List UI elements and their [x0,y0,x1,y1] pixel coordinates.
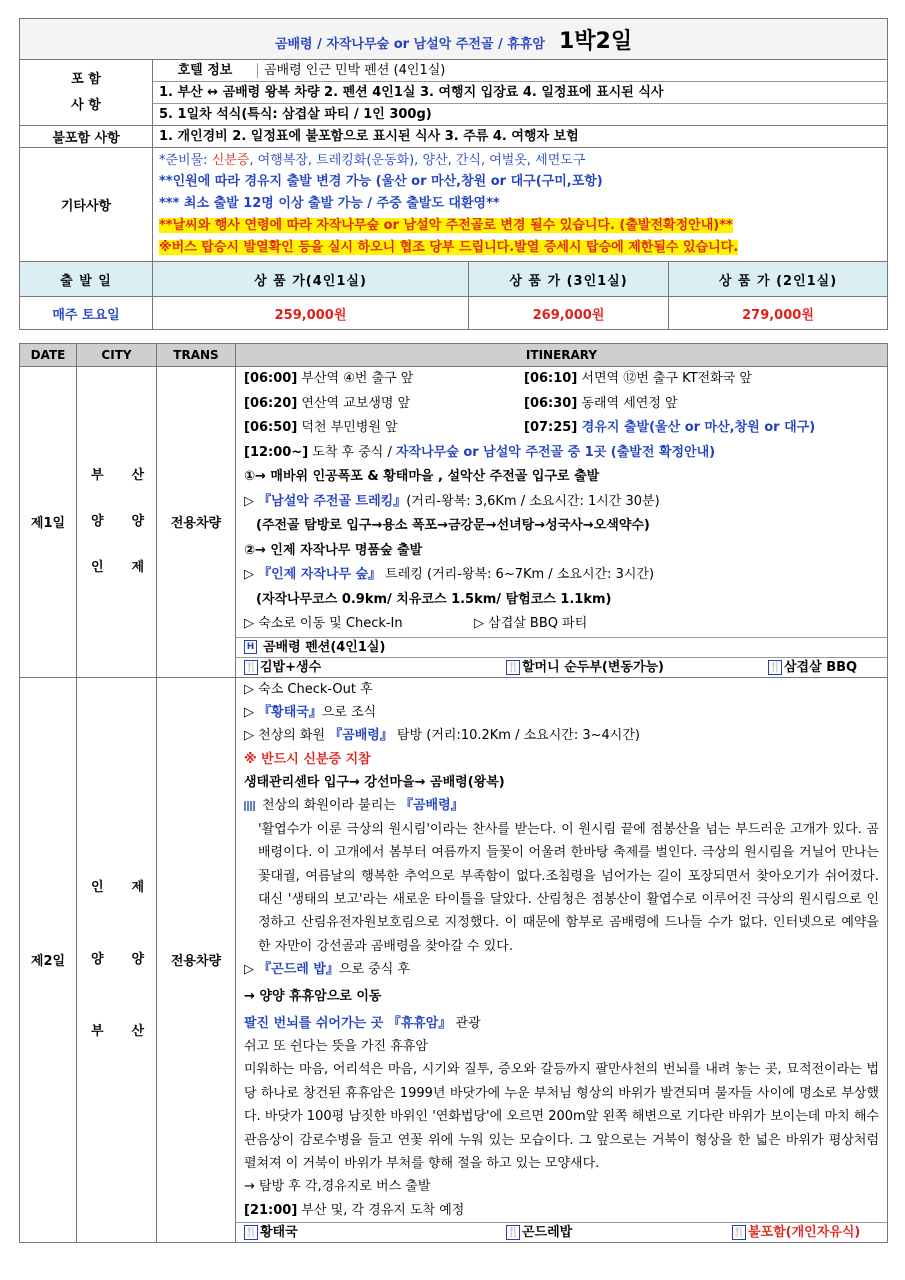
checkin: ▷ 숙소로 이동 및 Check-In [244,616,403,631]
day1-city-2 [77,512,156,532]
departure-header: 출 발 일 [20,262,153,297]
day2-city-2 [77,950,156,970]
day1-row-11 [236,612,887,637]
detail: 으로 조식 [321,704,377,720]
day2-row-8 [236,958,887,981]
place-name: 『남설악 주전골 트레킹』 [258,493,407,509]
day1-cities [77,367,157,678]
place-name: 『황태국』 [258,704,322,720]
meal-text: 불포함(개인자유식) [748,1225,861,1241]
detail: 트레킹 (거리-왕복: 6~7Km / 소요시간: 3시간) [381,567,655,582]
itinerary-header: ITINERARY [236,344,888,367]
city-char: 양 [91,951,104,967]
list-icon [244,801,256,811]
day1-hotel [236,637,887,657]
place-name: 『곤드레 밥』 [258,962,339,978]
day1-row-8: ②→ 인제 자작나무 명품숲 출발 [244,542,423,558]
city-char: 산 [131,467,144,483]
day1-row-1 [236,367,887,392]
meal-icon: 🍴 [245,661,258,673]
city-char: 양 [131,951,144,967]
day2-row-14 [236,1199,887,1222]
price-4p-value: 259,000원 [153,297,469,330]
include-label-line2: 사 항 [71,97,101,113]
meal-breakfast [236,658,506,677]
detail: 으로 중식 후 [338,962,410,978]
price-3p-header: 상 품 가 (3인1실) [469,262,669,297]
detail: 천상의 화원이라 불리는 [262,798,400,814]
itinerary-table [19,343,888,1243]
include-content [153,60,888,126]
day1-row-4 [236,441,887,466]
day1-row-9 [236,563,887,588]
other-line-3: *** 최소 출발 12명 이상 출발 가능 / 주중 출발도 대환영** [159,196,500,211]
place-name: 『휴휴암』 [387,1015,452,1031]
price-4p-header: 상 품 가(4인1실) [153,262,469,297]
detail: 팔진 번뇌를 쉬어가는 곳 [244,1015,388,1031]
hotel-info-row [153,60,887,81]
choice-note: 자작나무숲 or 남설악 주전골 중 1곳 (출발전 확정안내) [396,444,716,460]
meal-lunch [506,658,768,677]
time: [06:20] [244,395,298,411]
hotel-info-value: 곰배령 인근 민박 펜션 (4인1실) [257,63,445,78]
place: 경유지 출발(울산 or 마산,창원 or 대구) [577,420,816,435]
meal-icon: 🍴 [733,1227,746,1239]
meal-text: 곤드레밥 [522,1225,573,1241]
day1-itinerary [236,367,888,678]
day2-itinerary [236,677,888,1243]
day2-move: → 양양 휴휴암으로 이동 [244,988,382,1004]
other-label: 기타사항 [20,148,153,262]
day2-city-3 [77,1022,156,1042]
meal-icon: 🍴 [245,1227,258,1239]
other-line-5 [153,237,887,259]
detail: (거리-왕복: 3,6Km / 소요시간: 1시간 30분) [406,493,660,509]
arrow: ▷ [244,962,259,978]
prep-label: *준비물: [159,153,212,168]
prep-id: 신분증 [211,153,250,168]
day1-label: 제1일 [20,367,77,678]
meal-icon: 🍴 [507,661,520,673]
day1-row-2 [236,392,887,417]
exclude-content: 1. 개인경비 2. 일정표에 불포함으로 표시된 식사 3. 주류 4. 여행자 보험 [153,126,888,148]
price-2p-header: 상 품 가 (2인1실) [669,262,888,297]
day1-meals [236,657,887,677]
meal-dinner [768,658,857,677]
detail: ▷ 천상의 화원 [244,728,330,744]
day2-row-10 [236,1012,887,1035]
city-char: 인 [91,559,104,575]
time: [06:50] [244,420,298,435]
day2-label: 제2일 [20,677,77,1243]
tour-duration: 1박2일 [558,28,633,54]
place: 부산역 ④번 출구 앞 [297,371,414,386]
city-char: 제 [131,559,144,575]
day1-city-1 [77,466,156,486]
hotel-icon: H [244,640,257,654]
meal-text: 황태국 [260,1225,298,1241]
other-line-prep [153,150,887,171]
hyuhyuam-description: 미워하는 마음, 어리석은 마음, 시기와 질투, 증오와 갈등까지 팔만사천의 번뇌를 내려 놓는 곳, 묘적전이라는 법당 하나로 창건된 휴휴암은 1999년 바닷가에 누운 부처님 형상의 바위가 발견되며 불자들 사이에 명소로 부상했다. 바닷가 100평 남짓한 바위인 '연화법당'에 오르면 200m앞 왼쪽 해변으로 기다란 바위가 보이는데 마치 해수관음상이 감로수병을 들고 연꽃 위에 누워 있는 모습이다. 그 앞으로는 거북이 형상을 한 넓은 바위가 평상처럼 펼쳐져 이 거북이 바위가 부처를 향해 절을 하고 있는 모양새다. [244,1062,879,1172]
trans-header: TRANS [157,344,236,367]
time: [06:00] [244,371,298,386]
meal-dinner [732,1223,860,1242]
day2-row-3 [236,724,887,747]
day2-row-1: ▷ 숙소 Check-Out 후 [244,681,373,697]
day2-row-2 [236,701,887,724]
city-header: CITY [77,344,157,367]
meal-text: 할머니 순두부(변동가능) [522,659,664,675]
day2-cities [77,677,157,1243]
day1-row-10: (자작나무코스 0.9km/ 치유코스 1.5km/ 탐험코스 1.1km) [256,591,612,607]
gombaeryeong-description: '활엽수가 이룬 극상의 원시림'이라는 찬사를 받는다. 이 원시림 끝에 점봉산을 넘는 부드러운 고개가 있다. 곰배령이다. 이 고개에서 봄부터 여름까지 들꽃이 어울려 한바탕 축제를 벌인다. 극상의 원시림을 거닐어 만나는 꽃대궐, 여름날의 행복한 추억으로 부족함이 없다.조침령을 넘어가는 길이 포장되면서 찾아오기가 쉬어졌다. 대신 '생태의 보고'라는 새로운 타이틀을 달았다. 산림청은 점봉산이 활엽수로 이루어진 극상의 원시림으로 인정하고 산림유전자원보호림으로 지정했다. 이 때문에 함부로 곰배령에 드나들 수가 없다. 인터넷으로 예약을 한 자만이 강선골과 곰배령을 찾아갈 수 있다. [258,821,879,954]
city-char: 부 [91,1023,104,1039]
detail: 관광 [451,1015,481,1031]
date-header: DATE [20,344,77,367]
day2-route: 생태관리센타 입구→ 강선마을→ 곰배령(왕복) [244,775,505,791]
day1-row [20,367,888,678]
day2-row [20,677,888,1243]
other-line-4-text: **날씨와 행사 연령에 따라 자작나무숲 or 남설악 주전골로 변경 될수 있습니다. (출발전확정안내)** [159,218,733,233]
bbq-party: ▷ 삼겹살 BBQ 파티 [474,616,588,631]
tour-summary-table [19,18,888,330]
time: [06:30] [524,395,578,411]
arrow: ▷ [244,567,259,582]
include-line-2: 5. 1일차 석식(특식: 삼겹살 파티 / 1인 300g) [153,103,887,125]
day1-trans: 전용차량 [157,367,236,678]
place-name: 『곰배령』 [329,728,393,744]
place: 서면역 ⑫번 출구 KT전화국 앞 [577,371,752,386]
city-char: 양 [91,513,104,529]
price-3p-value: 269,000원 [469,297,669,330]
meal-icon: 🍴 [507,1227,520,1239]
prep-rest: , 여행복장, 트레킹화(운동화), 양산, 간식, 여벌옷, 세면도구 [249,153,586,168]
meal-text: 김밥+생수 [260,659,322,675]
include-label-line1: 포 함 [71,71,101,87]
meal-icon: 🍴 [769,661,782,673]
time: [12:00~] [244,444,309,460]
day2-row-11: 쉬고 또 쉰다는 뜻을 가진 휴휴암 [244,1039,428,1055]
arrow: ▷ [244,493,259,509]
city-char: 부 [91,467,104,483]
city-char: 인 [91,879,104,895]
day2-row-13: → 탐방 후 각,경유지로 버스 출발 [244,1179,431,1195]
hotel-name: 곰배령 펜션(4인1실) [263,639,386,655]
arrow: ▷ [244,704,259,720]
detail: 탐방 (거리:10.2Km / 소요시간: 3~4시간) [392,728,640,744]
day1-row-5: ①→ 매바위 인공폭포 & 황태마을 , 설악산 주전골 입구로 출발 [244,469,600,484]
day2-trans: 전용차량 [157,677,236,1243]
tour-title [20,19,888,60]
city-char: 제 [131,879,144,895]
place: 도착 후 중식 / [308,444,396,460]
city-char: 양 [131,513,144,529]
include-line-1: 1. 부산 ↔ 곰배령 왕복 차량 2. 펜션 4인1실 3. 여행지 입장료 4. 일정표에 표시된 식사 [153,81,887,103]
other-line-2: **인원에 따라 경유지 출발 변경 가능 (울산 or 마산,창원 or 대구(구미,포항) [159,174,603,189]
meal-text: 삼겹살 BBQ [784,659,858,675]
other-content [153,148,888,262]
day2-id-notice: ※ 반드시 신분증 지참 [244,751,371,767]
time: [06:10] [524,371,578,386]
tour-title-text: 곰배령 / 자작나무숲 or 남설악 주전골 / 휴휴암 [274,36,545,52]
other-line-5-text: ※버스 탑승시 발열확인 등을 실시 하오니 협조 당부 드립니다.발열 증세시 탑승에 제한될수 있습니다. [159,240,739,255]
day1-row-6 [236,490,887,515]
day2-row-6 [236,794,887,817]
include-label [20,60,153,126]
day1-row-7: (주전골 탐방로 입구→용소 폭포→금강문→선녀탕→성국사→오색약수) [256,518,650,533]
hotel-info-label: 호텔 정보 [177,63,233,78]
meal-breakfast [236,1223,506,1242]
place: 부산 및, 각 경유지 도착 예정 [297,1202,465,1218]
place: 연산역 교보생명 앞 [297,395,411,411]
place-name: 『인제 자작나무 숲』 [258,567,382,582]
time: [07:25] [524,420,578,435]
time: [21:00] [244,1202,298,1218]
place-name: 『곰배령』 [399,798,464,814]
meal-lunch [506,1223,732,1242]
day1-city-3 [77,558,156,578]
city-char: 산 [131,1023,144,1039]
place: 덕천 부민병원 앞 [297,420,398,435]
departure-value: 매주 토요일 [20,297,153,330]
day2-meals [236,1222,887,1242]
day1-row-3 [236,416,887,441]
other-line-4 [153,215,887,237]
place: 동래역 세연정 앞 [577,395,678,411]
price-2p-value: 279,000원 [669,297,888,330]
day2-city-1 [77,878,156,898]
exclude-label: 불포함 사항 [20,126,153,148]
